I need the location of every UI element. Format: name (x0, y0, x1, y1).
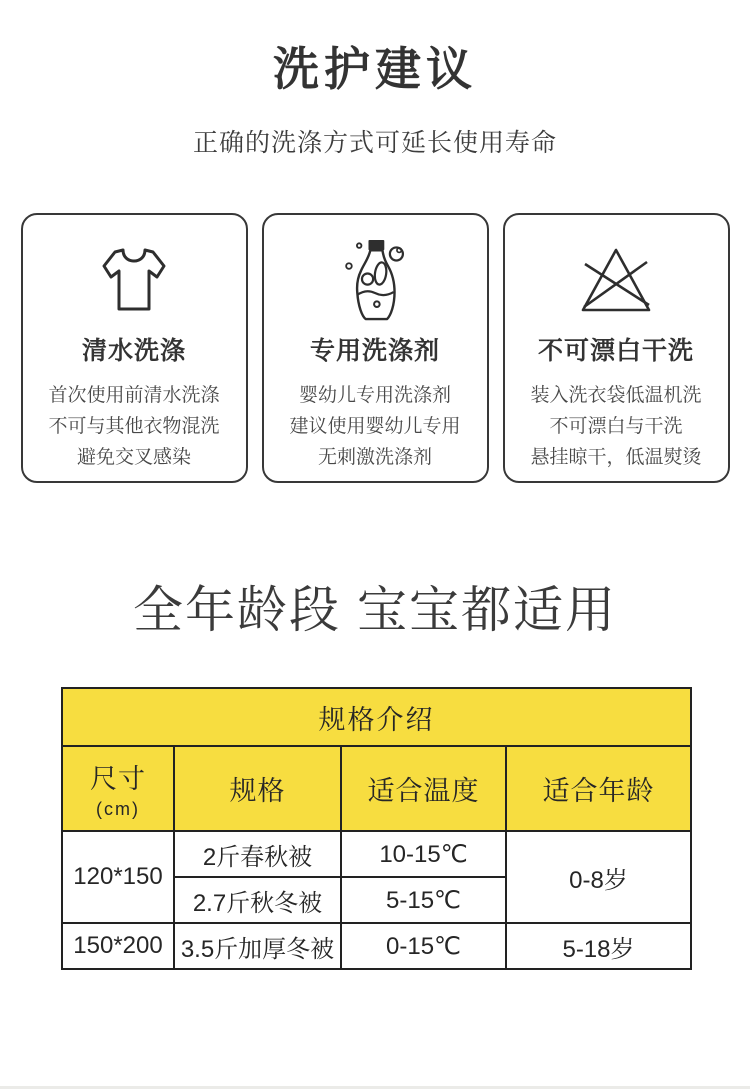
card-title: 不可漂白干洗 (537, 337, 694, 365)
detergent-bottle-icon (264, 231, 487, 329)
header-age: 适合年龄 (506, 746, 691, 831)
card-line: 无刺激洗涤剂 (317, 447, 432, 468)
cell-spec: 3.5斤加厚冬被 (174, 923, 341, 969)
care-card-clean-water (21, 213, 248, 483)
header-spec: 规格 (174, 746, 341, 831)
card-text (505, 380, 728, 473)
care-cards-row (0, 213, 750, 483)
cell-temperature: 0-15℃ (341, 923, 506, 969)
card-line: 不可与其他衣物混洗 (48, 416, 220, 437)
cell-temperature: 10-15℃ (341, 831, 506, 877)
card-line: 建议使用婴幼儿专用 (289, 416, 461, 437)
spec-table-title: 规格介绍 (62, 688, 691, 746)
card-line: 装入洗衣袋低温机洗 (530, 385, 702, 406)
cell-age: 0-8岁 (506, 831, 691, 923)
cell-spec: 2斤春秋被 (174, 831, 341, 877)
care-card-detergent (262, 213, 489, 483)
card-title: 清水洗涤 (81, 337, 186, 365)
card-line: 不可漂白与干洗 (549, 416, 683, 437)
card-line: 首次使用前清水洗涤 (48, 385, 220, 406)
spec-table (61, 687, 692, 970)
cell-size: 150*200 (62, 923, 174, 969)
table-row (62, 923, 691, 969)
card-text (264, 380, 487, 473)
care-card-no-bleach (503, 213, 730, 483)
header-temperature: 适合温度 (341, 746, 506, 831)
card-title: 专用洗涤剂 (309, 337, 440, 365)
section-title: 全年龄段 宝宝都适用 (133, 582, 617, 638)
header-size (62, 746, 174, 831)
card-line: 悬挂晾干，低温熨烫 (530, 447, 702, 468)
cell-spec: 2.7斤秋冬被 (174, 877, 341, 923)
page-title: 洗护建议 (273, 43, 477, 95)
cell-age: 5-18岁 (506, 923, 691, 969)
cell-temperature: 5-15℃ (341, 877, 506, 923)
card-line: 避免交叉感染 (76, 447, 191, 468)
table-row (62, 831, 691, 877)
card-line: 婴幼儿专用洗涤剂 (298, 385, 451, 406)
card-text (23, 380, 246, 473)
page-subtitle: 正确的洗涤方式可延长使用寿命 (192, 129, 557, 157)
header-size-unit: (cm) (96, 799, 140, 819)
no-bleach-dryclean-icon (505, 231, 728, 329)
cell-size: 120*150 (62, 831, 174, 923)
tshirt-icon (23, 231, 246, 329)
header-size-label: 尺寸 (90, 764, 146, 794)
